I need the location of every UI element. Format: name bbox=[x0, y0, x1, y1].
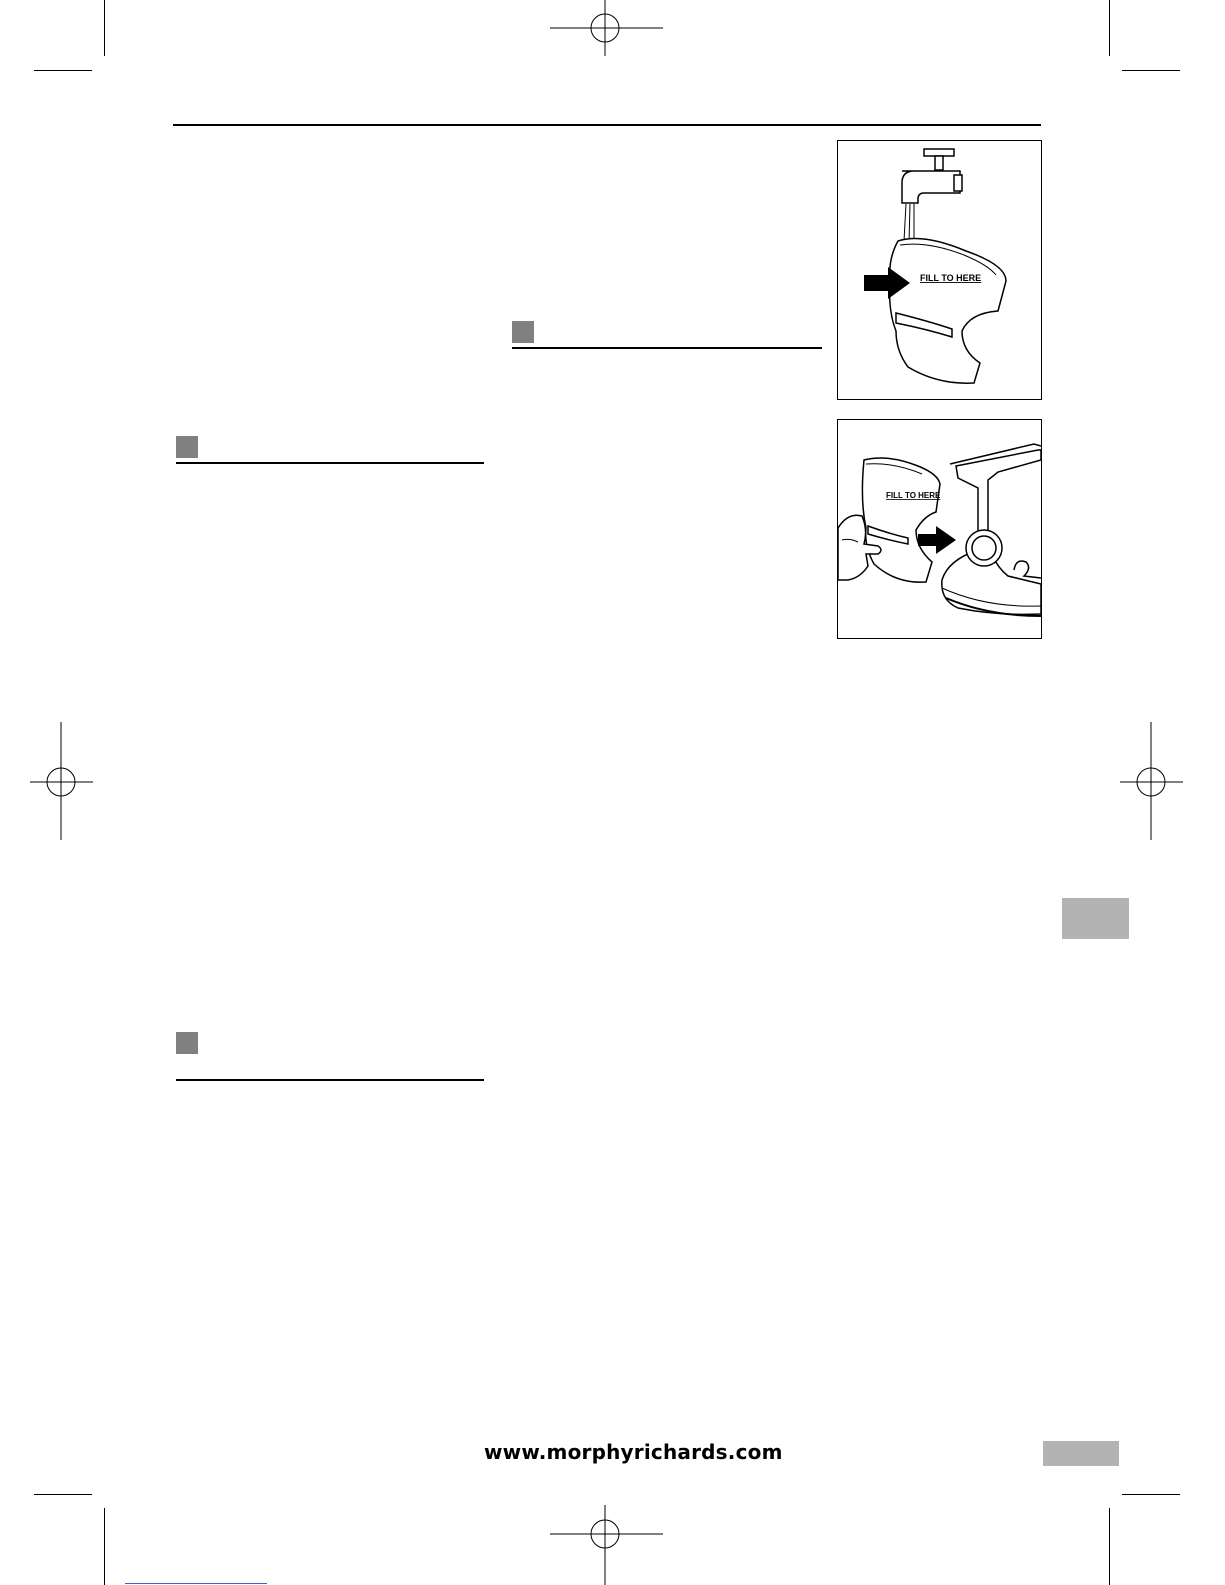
section-rule bbox=[176, 1079, 484, 1081]
registration-mark-left bbox=[30, 722, 94, 842]
figure-insert-tank bbox=[837, 419, 1042, 639]
section-marker bbox=[176, 436, 198, 458]
tap-and-tank-illustration bbox=[838, 141, 1041, 399]
section-heading-2 bbox=[512, 321, 822, 349]
fill-to-here-label: FILL TO HERE bbox=[920, 273, 982, 283]
registration-mark-top bbox=[550, 0, 665, 60]
link-underline[interactable] bbox=[125, 1583, 267, 1584]
side-language-tab bbox=[1062, 898, 1129, 939]
section-marker bbox=[176, 1032, 198, 1054]
page-number-tab bbox=[1043, 1441, 1119, 1466]
registration-mark-right bbox=[1120, 722, 1184, 842]
tank-insertion-illustration bbox=[838, 420, 1041, 638]
section-marker bbox=[512, 321, 534, 343]
registration-mark-bottom bbox=[550, 1505, 665, 1585]
website-url: www.morphyrichards.com bbox=[484, 1440, 783, 1464]
header-rule bbox=[173, 124, 1041, 126]
section-rule bbox=[176, 462, 484, 464]
section-heading-1 bbox=[176, 436, 484, 464]
section-rule bbox=[512, 347, 822, 349]
figure-fill-tank bbox=[837, 140, 1042, 400]
fill-to-here-label: FILL TO HERE bbox=[886, 491, 941, 500]
